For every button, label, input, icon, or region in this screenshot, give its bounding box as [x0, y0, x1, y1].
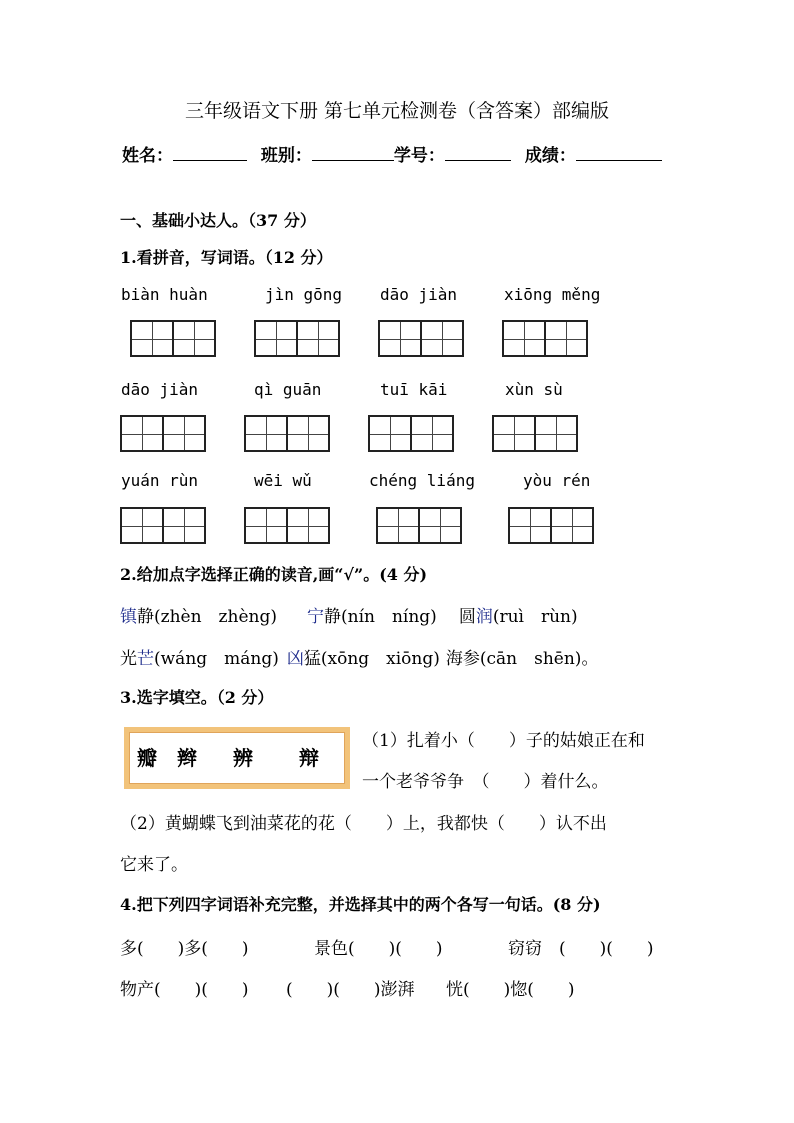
- idiom-blank: 窃窃 ( )( ): [508, 939, 654, 959]
- pinyin-label: wēi wǔ: [254, 471, 312, 490]
- word-choice-box: [124, 727, 350, 789]
- tianzige-box[interactable]: [244, 415, 330, 452]
- q3-sentence-2b: 它来了。: [120, 855, 188, 875]
- pinyin-label: tuī kāi: [380, 380, 448, 399]
- number-label: 学号：: [393, 146, 445, 166]
- plain-char: 圆: [458, 607, 476, 627]
- q2-line-2: [120, 644, 598, 669]
- pinyin-label: yuán rùn: [121, 471, 199, 490]
- idiom-blank: 恍( )惚( ): [446, 980, 575, 1000]
- tianzige-box[interactable]: [492, 415, 578, 452]
- tianzige-box[interactable]: [254, 320, 340, 357]
- idiom-blank: 多( )多( ): [120, 939, 249, 959]
- name-field[interactable]: [173, 146, 247, 161]
- score-label: 成绩：: [524, 146, 576, 166]
- class-label: 班别：: [260, 146, 312, 166]
- choice-char: 辫: [177, 746, 197, 770]
- idiom-blank: 景色( )( ): [314, 939, 443, 959]
- number-field[interactable]: [445, 146, 511, 161]
- q2-heading: 2.给加点字选择正确的读音,画“√”。(4 分): [120, 565, 428, 584]
- pinyin-label: dāo jiàn: [121, 380, 199, 399]
- idiom-blank: ( )( )澎湃: [286, 980, 415, 1000]
- reading-choice: 猛(xōng xiōng): [303, 649, 440, 669]
- q3-sentence-1a: （1）扎着小（ ）子的姑娘正在和: [362, 731, 645, 751]
- class-field[interactable]: [312, 146, 394, 161]
- pinyin-label: xùn sù: [505, 380, 563, 399]
- tianzige-box[interactable]: [378, 320, 464, 357]
- pinyin-label: dāo jiàn: [380, 285, 458, 304]
- pinyin-label: xiōng měng: [504, 285, 601, 304]
- tianzige-box[interactable]: [244, 507, 330, 544]
- dotted-char: 芒: [137, 649, 154, 669]
- section-heading: 一、基础小达人。（37 分）: [120, 211, 316, 230]
- pinyin-label: biàn huàn: [121, 285, 208, 304]
- pinyin-label: jìn gōng: [265, 285, 343, 304]
- choice-char: 辨: [233, 746, 253, 770]
- tianzige-box[interactable]: [508, 507, 594, 544]
- page-title: 三年级语文下册 第七单元检测卷（含答案）部编版: [184, 100, 610, 122]
- dotted-char: 镇: [120, 607, 137, 627]
- q2-line-1: [120, 602, 578, 627]
- dotted-char: 凶: [286, 649, 304, 669]
- tianzige-box[interactable]: [502, 320, 588, 357]
- plain-char: 光: [120, 649, 137, 669]
- tianzige-box[interactable]: [368, 415, 454, 452]
- pinyin-label: yòu rén: [523, 471, 591, 490]
- tianzige-box[interactable]: [120, 507, 206, 544]
- reading-choice: 静(zhèn zhèng): [137, 607, 277, 627]
- q3-sentence-1b: 一个老爷爷争 （ ）着什么。: [362, 772, 609, 792]
- pinyin-label: qì guān: [254, 380, 322, 399]
- tianzige-box[interactable]: [120, 415, 206, 452]
- choice-char: 瓣: [137, 746, 157, 770]
- q3-sentence-2a: （2）黄蝴蝶飞到油菜花的花（ ）上，我都快（ ）认不出: [120, 814, 607, 834]
- reading-choice: (ruì rùn): [492, 607, 578, 627]
- choice-char: 辩: [299, 746, 319, 770]
- dotted-char: 润: [475, 607, 493, 627]
- tianzige-box[interactable]: [376, 507, 462, 544]
- q4-heading: 4.把下列四字词语补充完整，并选择其中的两个各写一句话。(8 分): [120, 895, 601, 914]
- reading-choice: (wáng máng): [154, 649, 279, 669]
- dotted-char: 宁: [306, 607, 324, 627]
- name-label: 姓名：: [122, 146, 173, 166]
- reading-choice: 静(nín níng): [323, 607, 437, 627]
- tianzige-box[interactable]: [130, 320, 216, 357]
- pinyin-label: chéng liáng: [369, 471, 475, 490]
- q3-heading: 3.选字填空。（2 分）: [120, 688, 274, 707]
- reading-choice: 海参(cān shēn)。: [445, 649, 599, 669]
- idiom-blank: 物产( )( ): [120, 980, 249, 1000]
- score-field[interactable]: [576, 146, 662, 161]
- q1-heading: 1.看拼音，写词语。（12 分）: [120, 248, 333, 267]
- info-line: [122, 141, 662, 166]
